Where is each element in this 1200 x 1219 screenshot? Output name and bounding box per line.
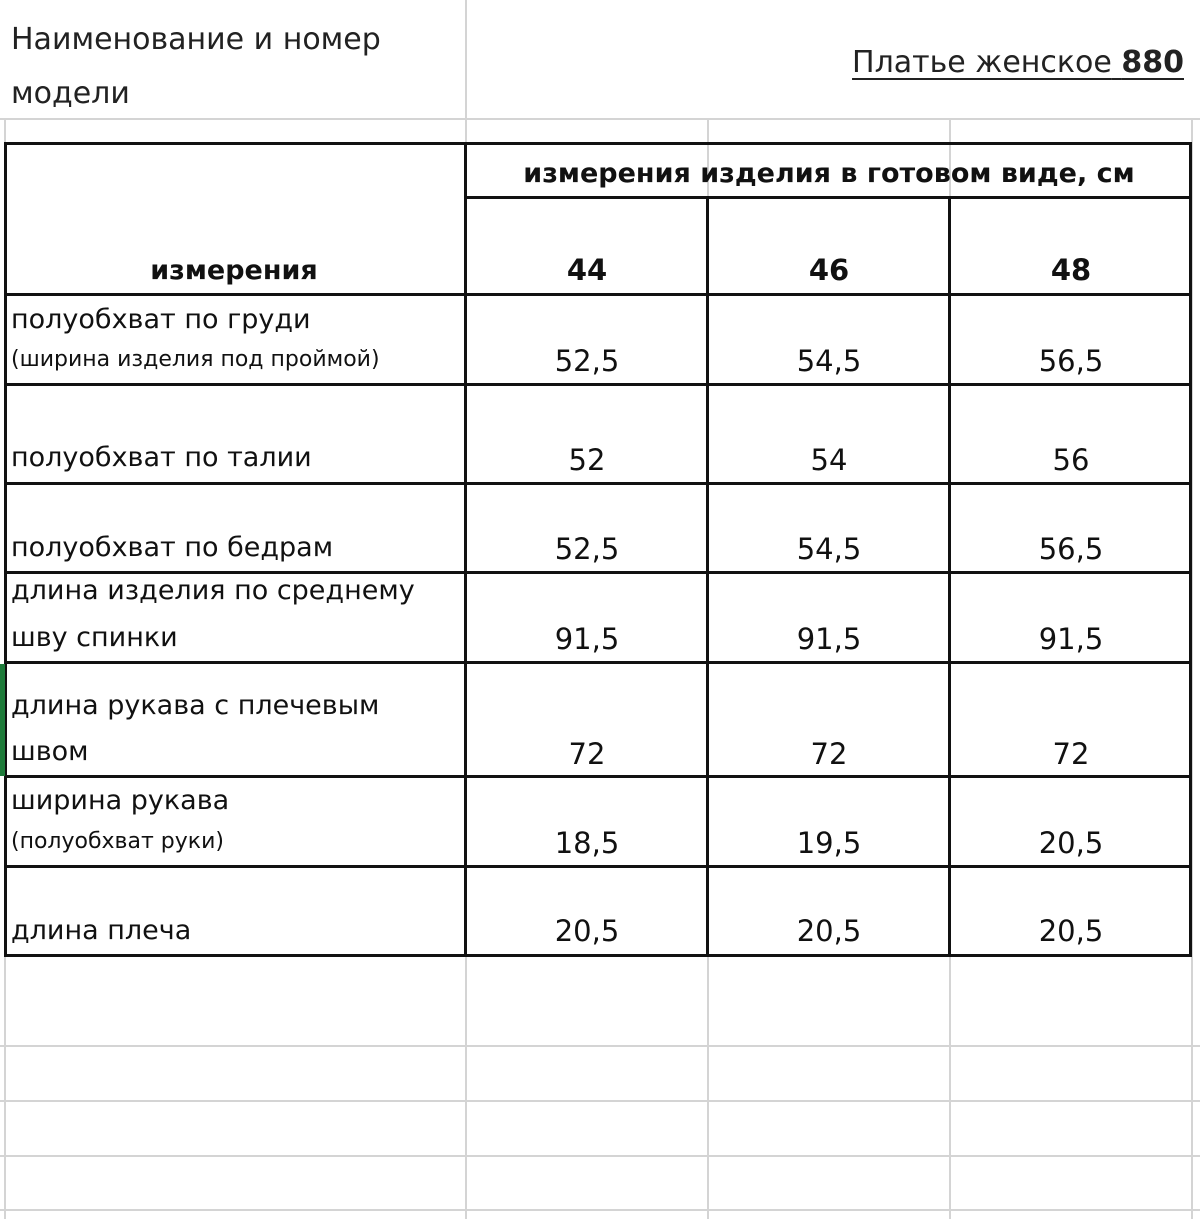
- table-cell: 20,5: [554, 914, 620, 948]
- group-header: измерения изделия в готовом виде, см: [523, 158, 1135, 189]
- model-label-line2: модели: [11, 76, 130, 111]
- row-selection-marker: [0, 664, 5, 776]
- row-label: полуобхват по талии: [11, 442, 312, 473]
- table-cell: 72: [810, 737, 848, 771]
- model-number: 880: [1121, 45, 1184, 80]
- table-cell: 54,5: [796, 344, 862, 378]
- table-cell: 72: [1052, 737, 1090, 771]
- row-sublabel: (ширина изделия под проймой): [11, 347, 380, 372]
- row-sublabel: (полуобхват руки): [11, 829, 224, 854]
- table-cell: 56,5: [1038, 532, 1104, 566]
- size-46: 46: [808, 253, 850, 287]
- table-cell: 72: [568, 737, 606, 771]
- table-cell: 54,5: [796, 532, 862, 566]
- table-cell: 91,5: [1038, 622, 1104, 656]
- border: [4, 142, 1192, 145]
- size-48: 48: [1050, 253, 1092, 287]
- gridline: [0, 1209, 1200, 1211]
- gridline: [0, 1100, 1200, 1102]
- gridline: [0, 1045, 1200, 1047]
- size-44: 44: [566, 253, 608, 287]
- table-cell: 54: [810, 443, 848, 477]
- table-cell: 91,5: [554, 622, 620, 656]
- border: [4, 482, 1192, 485]
- model-label-line1: Наименование и номер: [11, 22, 381, 57]
- border: [4, 571, 1192, 574]
- model-name: Платье женское: [852, 45, 1112, 80]
- table-cell: 52,5: [554, 344, 620, 378]
- row-label: полуобхват по бедрам: [11, 532, 334, 563]
- border: [4, 383, 1192, 386]
- model-title: [852, 45, 1184, 80]
- table-cell: 56,5: [1038, 344, 1104, 378]
- gridline: [0, 118, 1200, 120]
- row-header: измерения: [150, 255, 318, 286]
- table-cell: 91,5: [796, 622, 862, 656]
- table-cell: 56: [1052, 443, 1090, 477]
- table-cell: 52: [568, 443, 606, 477]
- gridline: [0, 1155, 1200, 1157]
- table-cell: 18,5: [554, 826, 620, 860]
- table-cell: 19,5: [796, 826, 862, 860]
- row-label: ширина рукава: [11, 785, 230, 816]
- row-label: длина рукава с плечевым: [11, 690, 380, 721]
- table-cell: 20,5: [796, 914, 862, 948]
- row-label: полуобхват по груди: [11, 304, 311, 335]
- table-cell: 20,5: [1038, 826, 1104, 860]
- border: [4, 661, 1192, 664]
- table-cell: 20,5: [1038, 914, 1104, 948]
- border: [4, 775, 1192, 778]
- row-label: швом: [11, 736, 89, 767]
- row-label: длина плеча: [11, 915, 192, 946]
- border: [466, 196, 1192, 199]
- table-cell: 52,5: [554, 532, 620, 566]
- border: [4, 954, 1192, 957]
- border: [4, 865, 1192, 868]
- row-label: длина изделия по среднему: [11, 575, 415, 606]
- row-label: шву спинки: [11, 622, 178, 653]
- border: [4, 293, 1192, 296]
